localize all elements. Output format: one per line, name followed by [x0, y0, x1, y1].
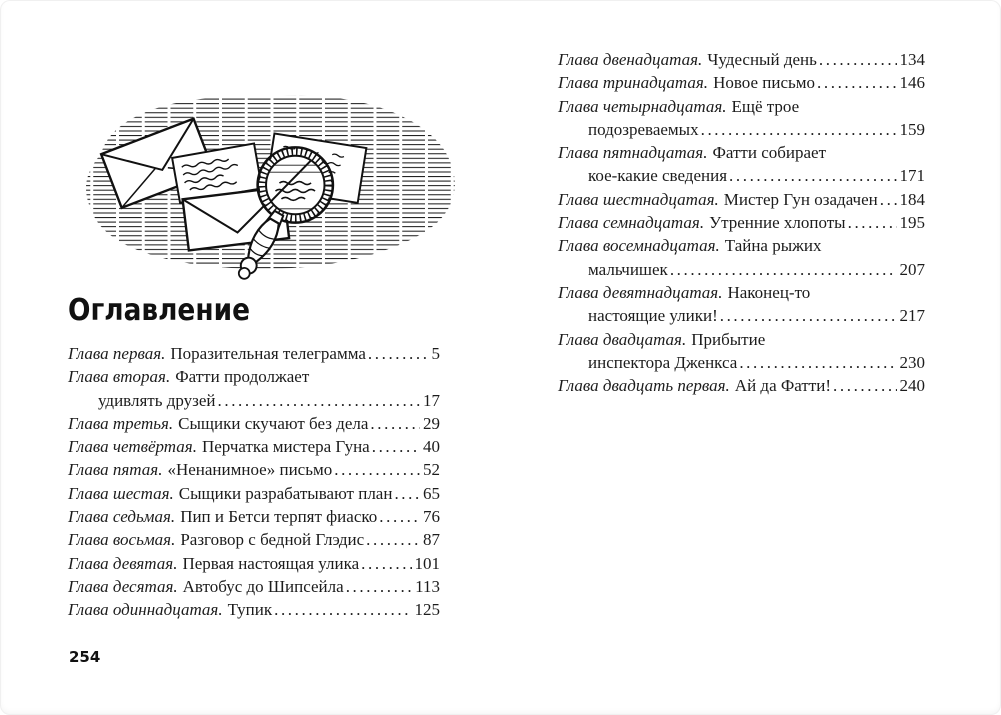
toc-line	[68, 458, 440, 481]
toc-line	[68, 575, 440, 598]
chapter-title: Перчатка мистера Гуна	[201, 437, 370, 457]
chapter-title: Сыщики разрабатывают план	[178, 483, 393, 503]
toc-heading: Оглавление	[68, 293, 250, 328]
toc-line	[68, 482, 440, 505]
chapter-title: Утренние хлопоты	[709, 213, 846, 233]
toc-line-continued	[558, 164, 925, 187]
toc-entry	[68, 342, 440, 365]
page-number: 171	[899, 166, 925, 186]
toc-entry	[558, 188, 925, 211]
chapter-label: Глава седьмая.	[68, 507, 176, 527]
dot-leader	[833, 374, 896, 397]
page-number: 17	[423, 390, 440, 410]
toc-line	[558, 328, 925, 351]
toc-entry	[68, 412, 440, 435]
toc-entry	[558, 234, 925, 281]
chapter-title-continued: удивлять друзей	[98, 390, 216, 410]
chapter-title: Мистер Гун озадачен	[723, 189, 878, 209]
chapter-title: Поразительная телеграмма	[170, 344, 366, 363]
toc-line-continued	[558, 351, 925, 374]
chapter-title-continued: кое-какие сведения	[588, 166, 728, 186]
chapter-title: Тупик	[227, 600, 273, 620]
page-number: 125	[414, 600, 440, 620]
dot-leader	[334, 458, 420, 481]
chapter-label: Глава двенадцатая.	[558, 50, 703, 69]
page-number: 29	[423, 413, 440, 433]
toc-entry	[68, 528, 440, 551]
chapter-label: Глава одиннадцатая.	[68, 600, 223, 620]
toc-line	[558, 188, 925, 211]
chapter-label: Глава восьмая.	[68, 530, 176, 550]
toc-entry	[558, 374, 925, 397]
dot-leader	[274, 598, 411, 621]
chapter-label: Глава двадцать первая.	[558, 376, 730, 396]
chapter-label: Глава пятнадцатая.	[558, 143, 708, 163]
chapter-label: Глава третья.	[68, 413, 174, 433]
dot-leader	[346, 575, 412, 598]
toc-entry	[68, 458, 440, 481]
chapter-label: Глава девятнадцатая.	[558, 282, 723, 302]
toc-entry	[558, 141, 925, 188]
toc-entry	[68, 575, 440, 598]
toc-line	[68, 435, 440, 458]
chapter-label: Глава двадцатая.	[558, 329, 687, 349]
dot-leader	[370, 412, 420, 435]
folio-page-number: 254	[69, 648, 101, 666]
chapter-title: Прибытие	[691, 329, 766, 349]
chapter-label: Глава шестнадцатая.	[558, 189, 719, 209]
toc-line	[68, 365, 440, 388]
toc-right-column	[558, 48, 925, 397]
envelopes-magnifier-illustration	[73, 84, 470, 289]
toc-line	[558, 48, 925, 71]
toc-entry	[68, 435, 440, 458]
chapter-title: Разговор с бедной Глэдис	[180, 530, 365, 550]
toc-left-column	[68, 342, 440, 622]
dot-leader	[394, 482, 420, 505]
chapter-label: Глава пятая.	[68, 460, 163, 480]
toc-line	[558, 374, 925, 397]
toc-entry	[68, 505, 440, 528]
chapter-title: Сыщики скучают без дела	[178, 413, 369, 433]
dot-leader	[729, 164, 896, 187]
toc-entry	[558, 95, 925, 142]
chapter-title: Пип и Бетси терпят фиаско	[180, 507, 378, 527]
toc-line	[558, 234, 925, 257]
toc-entry	[558, 281, 925, 328]
page-number: 87	[423, 530, 440, 550]
toc-entry	[558, 211, 925, 234]
page-number: 207	[899, 259, 925, 279]
toc-line	[68, 598, 440, 621]
page-number: 113	[415, 576, 440, 596]
page-number: 240	[899, 376, 925, 396]
toc-entry	[68, 365, 440, 412]
toc-entry	[558, 328, 925, 375]
page-number: 65	[423, 483, 440, 503]
page-number: 184	[899, 189, 925, 209]
dot-leader	[817, 71, 896, 94]
dot-leader	[218, 389, 421, 412]
toc-line	[558, 141, 925, 164]
chapter-title: Фатти собирает	[712, 143, 827, 163]
chapter-label: Глава десятая.	[68, 576, 178, 596]
toc-line	[68, 552, 440, 575]
toc-line	[558, 211, 925, 234]
chapter-label: Глава семнадцатая.	[558, 213, 705, 233]
chapter-title-continued: подозреваемых	[588, 119, 699, 139]
page-number: 5	[431, 344, 440, 363]
chapter-title: Фатти продолжает	[175, 367, 310, 387]
chapter-label: Глава шестая.	[68, 483, 174, 503]
page-number: 76	[423, 507, 440, 527]
page-number: 230	[899, 352, 925, 372]
chapter-label: Глава девятая.	[68, 553, 178, 573]
page-number: 159	[899, 119, 925, 139]
toc-line-continued	[68, 389, 440, 412]
page-number: 40	[423, 437, 440, 457]
toc-line-continued	[558, 304, 925, 327]
chapter-label: Глава тринадцатая.	[558, 73, 709, 93]
toc-line	[68, 412, 440, 435]
chapter-title: Автобус до Шипсейла	[182, 576, 344, 596]
chapter-title: Первая настоящая улика	[182, 553, 360, 573]
page-number: 146	[899, 73, 925, 93]
chapter-title: Наконец-то	[727, 282, 811, 302]
chapter-label: Глава четырнадцатая.	[558, 96, 727, 116]
chapter-title: Новое письмо	[713, 73, 816, 93]
chapter-title-continued: инспектора Дженкса	[588, 352, 738, 372]
chapter-title: Тайна рыжих	[724, 236, 822, 256]
toc-line	[68, 342, 440, 365]
toc-line	[558, 281, 925, 304]
toc-entry	[68, 482, 440, 505]
dot-leader	[670, 258, 897, 281]
toc-entry	[558, 48, 925, 71]
toc-line	[68, 505, 440, 528]
dot-leader	[720, 304, 897, 327]
dot-leader	[368, 342, 429, 365]
chapter-label: Глава четвёртая.	[68, 437, 197, 457]
toc-entry	[68, 598, 440, 621]
chapter-title: Чудесный день	[707, 50, 817, 69]
dot-leader	[372, 435, 420, 458]
page-number: 217	[899, 306, 925, 326]
dot-leader	[819, 48, 897, 71]
dot-leader	[880, 188, 897, 211]
dot-leader	[361, 552, 411, 575]
toc-entry	[68, 552, 440, 575]
page-number: 195	[899, 213, 925, 233]
page-number: 101	[414, 553, 440, 573]
chapter-title: Ай да Фатти!	[734, 376, 832, 396]
toc-line-continued	[558, 118, 925, 141]
toc-line	[558, 71, 925, 94]
dot-leader	[739, 351, 896, 374]
toc-line	[68, 528, 440, 551]
chapter-title-continued: мальчишек	[588, 259, 668, 279]
page-number: 52	[423, 460, 440, 480]
page-number: 134	[899, 50, 925, 69]
chapter-title-continued: настоящие улики!	[588, 306, 718, 326]
dot-leader	[366, 528, 420, 551]
chapter-title: «Ненанимное» письмо	[167, 460, 333, 480]
dot-leader	[848, 211, 897, 234]
dot-leader	[379, 505, 420, 528]
chapter-label: Глава восемнадцатая.	[558, 236, 720, 256]
dot-leader	[701, 118, 897, 141]
toc-line	[558, 95, 925, 118]
chapter-label: Глава первая.	[68, 344, 166, 363]
toc-entry	[558, 71, 925, 94]
chapter-title: Ещё трое	[731, 96, 800, 116]
chapter-label: Глава вторая.	[68, 367, 171, 387]
toc-line-continued	[558, 258, 925, 281]
